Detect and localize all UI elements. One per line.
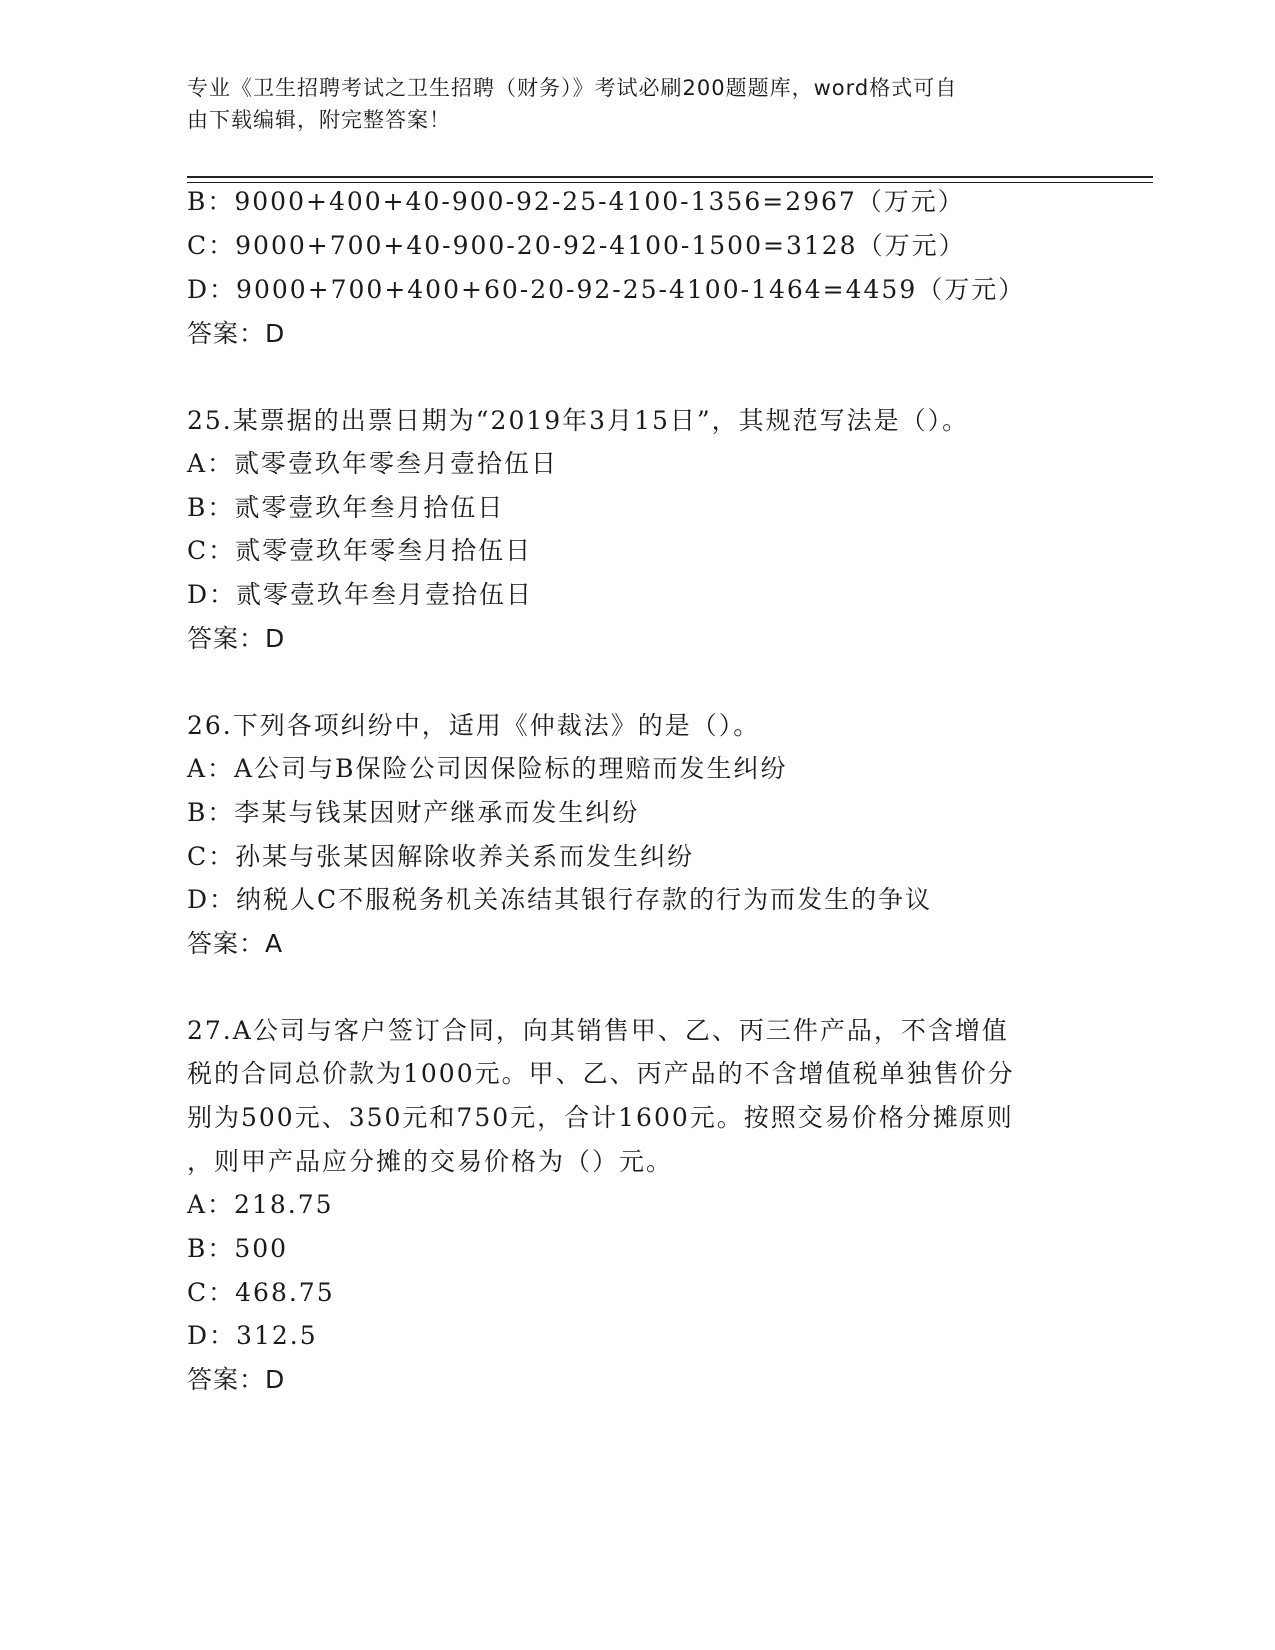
option-b: B：李某与钱某因财产继承而发生纠纷: [187, 798, 640, 827]
answer-label: 答案：A: [187, 929, 284, 958]
option-d: D：9000+700+400+60-20-92-25-4100-1464=4459（万元）: [187, 275, 1026, 304]
document-header: [187, 72, 1067, 136]
answer-label: 答案：D: [187, 319, 286, 348]
answer-label: 答案：D: [187, 624, 286, 653]
option-d: D：贰零壹玖年叁月壹拾伍日: [187, 580, 534, 609]
header-line-2: 由下载编辑，附完整答案！: [187, 108, 451, 132]
option-c: C：468.75: [187, 1278, 335, 1307]
option-b: B：贰零壹玖年叁月拾伍日: [187, 493, 505, 522]
question-27-stem-line-1: 27.A公司与客户签订合同，向其销售甲、乙、丙三件产品，不含增值: [187, 1016, 1009, 1045]
option-b: B：9000+400+40-900-92-25-4100-1356=2967（万元）: [187, 187, 965, 216]
option-c: C：9000+700+40-900-20-92-4100-1500=3128（万元）: [187, 231, 966, 260]
header-divider-thick: [187, 176, 1153, 178]
question-27-stem-line-4: ，则甲产品应分摊的交易价格为（）元。: [187, 1147, 674, 1176]
option-a: A：A公司与B保险公司因保险标的理赔而发生纠纷: [187, 754, 788, 783]
option-d: D：312.5: [187, 1321, 318, 1350]
question-25-stem: 25.某票据的出票日期为“2019年3月15日”，其规范写法是（）。: [187, 406, 970, 435]
question-27-stem-line-3: 别为500元、350元和750元，合计1600元。按照交易价格分摊原则: [187, 1103, 1014, 1132]
option-c: C：孙某与张某因解除收养关系而发生纠纷: [187, 842, 695, 871]
option-d: D：纳税人C不服税务机关冻结其银行存款的行为而发生的争议: [187, 885, 933, 914]
option-b: B：500: [187, 1234, 289, 1263]
answer-label: 答案：D: [187, 1365, 286, 1394]
option-c: C：贰零壹玖年零叁月拾伍日: [187, 536, 533, 565]
header-divider-thin: [187, 182, 1153, 183]
header-line-1: 专业《卫生招聘考试之卫生招聘（财务）》考试必刷200题题库，word格式可自: [187, 76, 958, 100]
question-27-stem-line-2: 税的合同总价款为1000元。甲、乙、丙产品的不含增值税单独售价分: [187, 1059, 1015, 1088]
question-26-stem: 26.下列各项纠纷中，适用《仲裁法》的是（）。: [187, 711, 761, 740]
option-a: A：贰零壹玖年零叁月壹拾伍日: [187, 449, 559, 478]
option-a: A：218.75: [187, 1190, 334, 1219]
